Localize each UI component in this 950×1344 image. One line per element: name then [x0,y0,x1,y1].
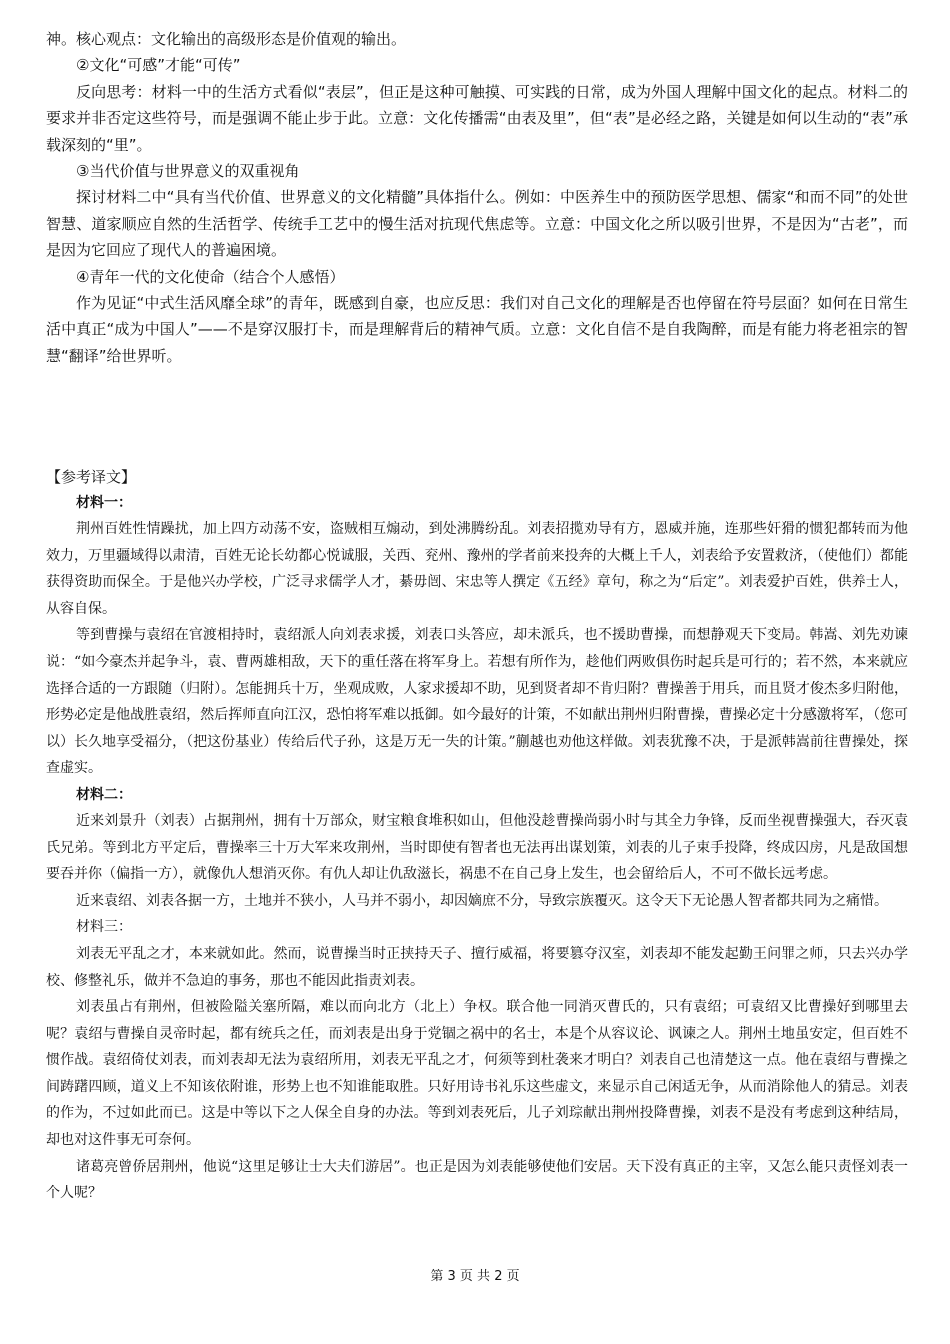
translation-paragraph: 等到曹操与袁绍在官渡相持时，袁绍派人向刘表求援，刘表口头答应，却未派兵，也不援助曹操，而想静观天下变局。韩嵩、刘先劝谏说：“如今豪杰并起争斗，袁、曹两雄相敌，天下的重任落在将军身上。若想有所作为，趁他们两败俱伤时起兵是可行的；若不然，本来就应选择合适的一方跟随（归附）。怎能拥兵十万，坐观成败，人家求援却不助，见到贤者却不肯归附？曹操善于用兵，而且贤才俊杰多归附他，形势必定是他战胜袁绍，然后挥师直向江汉，恐怕将军难以抵御。如今最好的计策，不如献出荆州归附曹操，曹操必定十分感激将军，（您可以）长久地享受福分，（把这份基业）传给后代子孙，这是万无一失的计策。”蒯越也劝他这样做。刘表犹豫不决，于是派韩嵩前往曹操处，探查虚实。 [46,627,908,777]
subheading-4: ④青年一代的文化使命（结合个人感悟） [76,267,345,286]
material-1-heading: 材料一： [76,495,132,511]
translation-paragraph: 荆州百姓性情躁扰，加上四方动荡不安，盗贼相互煽动，到处沸腾纷乱。刘表招揽劝导有方，恩威并施，连那些奸猾的惯犯都转而为他效力，万里疆域得以肃清，百姓无论长幼都心悦诚服，关西、兖州、豫州的学者前来投奔的大概上千人，刘表给予安置救济，（使他们）都能获得资助而保全。于是他兴办学校，广泛寻求儒学人才，綦毋闿、宋忠等人撰定《五经》章句，称之为“后定”。刘表爱护百姓，供养士人，从容自保。 [46,521,908,617]
reference-title: 【参考译文】 [46,468,137,486]
translation-paragraph: 诸葛亮曾侨居荆州，他说“这里足够让士大夫们游居”。也正是因为刘表能够使他们安居。天下没有真正的主宰，又怎么能只责怪刘表一个人呢？ [46,1158,908,1202]
analysis-paragraph: 神。核心观点：文化输出的高级形态是价值观的输出。 [46,30,407,48]
subheading-3: ③当代价值与世界意义的双重视角 [76,162,300,181]
analysis-paragraph: 反向思考：材料一中的生活方式看似“表层”，但正是这种可触摸、可实践的日常，成为外国人理解中国文化的起点。材料二的要求并非否定这些符号，而是强调不能止步于此。立意：文化传播需“由表及里”，但“表”是必经之路，关键是如何以生动的“表”承载深刻的“里”。 [46,82,908,154]
subheading-2: ②文化“可感”才能“可传” [76,56,241,75]
analysis-section [46,26,908,369]
translation-paragraph: 近来袁绍、刘表各据一方，土地并不狭小，人马并不弱小，却因嫡庶不分，导致宗族覆灭。这令天下无论愚人智者都共同为之痛惜。 [76,892,888,909]
translation-paragraph: 刘表无平乱之才，本来就如此。然而，说曹操当时正挟持天子、擅行威福，将要篡夺汉室，刘表却不能发起勤王问罪之师，只去兴办学校、修整礼乐，做并不急迫的事务，那也不能因此指责刘表。 [46,945,908,989]
reference-translation-section [46,464,908,1207]
material-2-heading: 材料二： [76,786,132,803]
material-3-heading: 材料三： [76,919,132,936]
analysis-paragraph: 探讨材料二中“具有当代价值、世界意义的文化精髓”具体指什么。例如：中医养生中的预防医学思想、儒家“和而不同”的处世智慧、道家顺应自然的生活哲学、传统手工艺中的慢生活对抗现代焦虑等。立意：中国文化之所以吸引世界，不是因为“古老”，而是因为它回应了现代人的普遍困境。 [46,188,908,260]
page-number: 第 3 页 共 2 页 [430,1269,520,1284]
translation-paragraph: 刘表虽占有荆州，但被险隘关塞所隔，难以而向北方（北上）争权。联合他一同消灭曹氏的，只有袁绍；可袁绍又比曹操好到哪里去呢？袁绍与曹操自灵帝时起，都有统兵之任，而刘表是出身于党锢之祸中的名士，本是个从容议论、讽谏之人。荆州土地虽安定，但百姓不惯作战。袁绍倚仗刘表，而刘表却无法为袁绍所用，刘表无平乱之才，何须等到杜袭来才明白？刘表自己也清楚这一点。他在袁绍与曹操之间踌躇四顾，道义上不知该依附谁，形势上也不知谁能取胜。只好用诗书礼乐这些虚文，来显示自己闲适无争，从而消除他人的猜忌。刘表的作为，不过如此而已。这是中等以下之人保全自身的办法。等到刘表死后，儿子刘琮献出荆州投降曹操，刘表不是没有考虑到这种结局，却也对这件事无可奈何。 [46,999,908,1149]
analysis-paragraph: 作为见证“中式生活风靡全球”的青年，既感到自豪，也应反思：我们对自己文化的理解是否也停留在符号层面？如何在日常生活中真正“成为中国人”——不是穿汉服打卡，而是理解背后的精神气质。立意：文化自信不是自我陶醉，而是有能力将老祖宗的智慧“翻译”给世界听。 [46,294,908,365]
translation-paragraph: 近来刘景升（刘表）占据荆州，拥有十万部众，财宝粮食堆积如山，但他没趁曹操尚弱小时与其全力争锋，反而坐视曹操强大，吞灭袁氏兄弟。等到北方平定后，曹操率三十万大军来攻荆州，当时即使有智者也无法再出谋划策，刘表的儿子束手投降，终成囚房，凡是敌国想要吞并你（偏指一方），就像仇人想消灭你。有仇人却让仇敌滋长，祸患不在自己身上发生，也会留给后人，不可不做长远考虑。 [46,812,908,883]
